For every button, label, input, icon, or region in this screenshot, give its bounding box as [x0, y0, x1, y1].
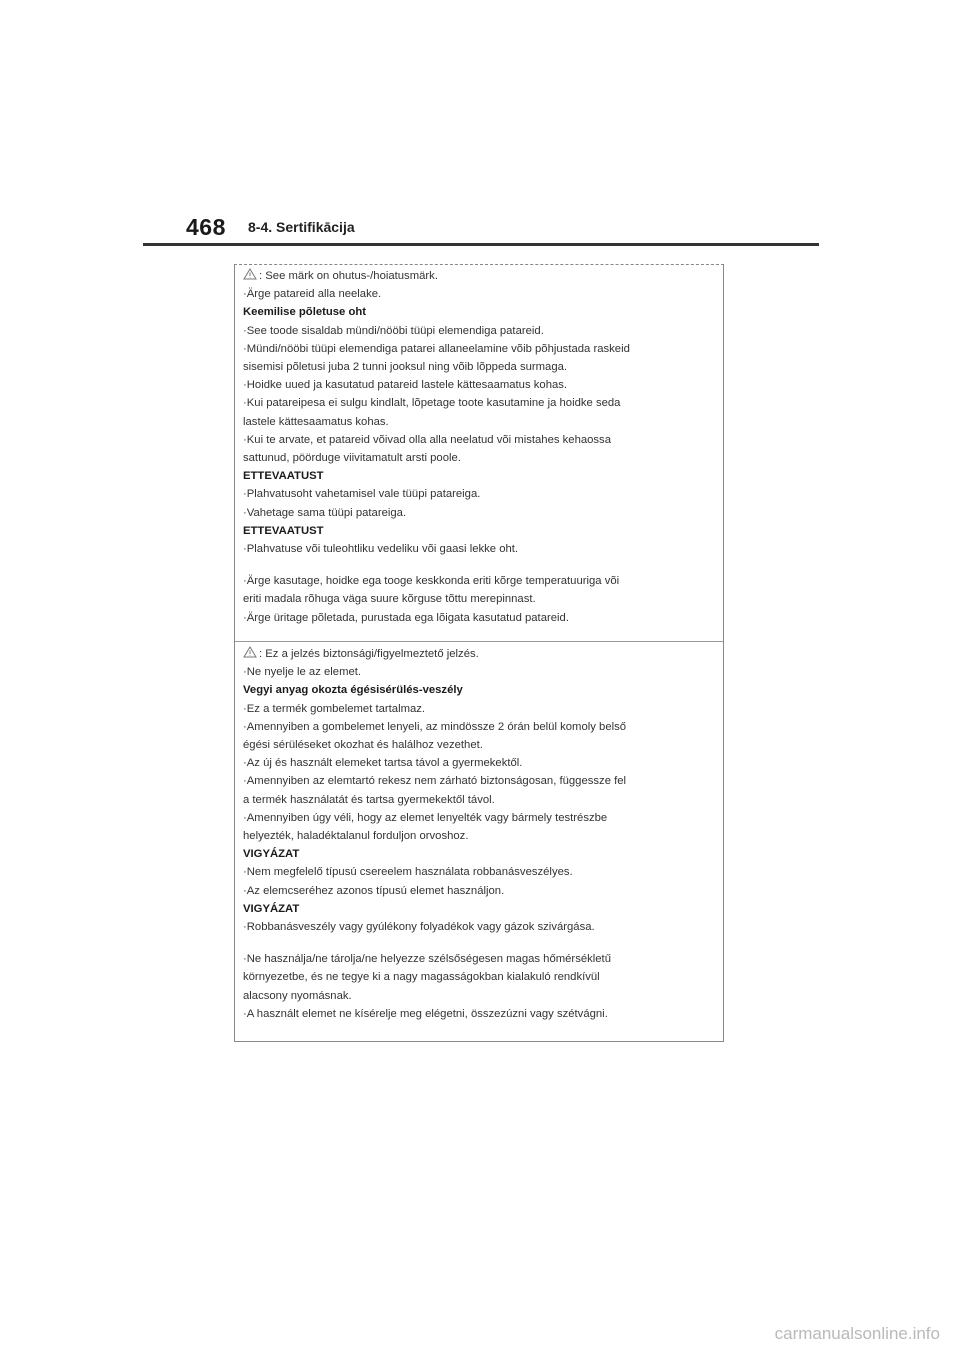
- line-text: VIGYÁZAT: [243, 902, 300, 915]
- warning-line: [243, 827, 717, 845]
- warning-line: [243, 736, 717, 754]
- line-text: ·Ärge üritage põletada, purustada ega lõigata kasutatud patareid.: [243, 611, 569, 624]
- line-text: ·Ärge patareid alla neelake.: [243, 288, 382, 301]
- warning-line: [243, 504, 717, 522]
- warning-line: [243, 358, 717, 376]
- warning-line: [243, 322, 717, 340]
- warning-line: [243, 267, 717, 285]
- page-number: 468: [186, 214, 226, 240]
- warning-line: [243, 700, 717, 718]
- warning-line: [243, 431, 717, 449]
- warning-line: [243, 590, 717, 608]
- warning-line: [243, 987, 717, 1005]
- line-text: ·Plahvatuse või tuleohtliku vedeliku või gaasi lekke oht.: [243, 543, 519, 556]
- warning-line: [243, 413, 717, 431]
- warning-heading: [243, 900, 717, 918]
- warning-heading: [243, 522, 717, 540]
- line-text: a termék használatát és tartsa gyermekektől távol.: [243, 793, 495, 806]
- line-text: eriti madala rõhuga väga suure kõrguse tõttu merepinnast.: [243, 593, 536, 606]
- warning-triangle-icon: [243, 268, 257, 280]
- line-text: Vegyi anyag okozta égésisérülés-veszély: [243, 684, 463, 697]
- line-text: ·Amennyiben úgy véli, hogy az elemet lenyelték vagy bármely testrészbe: [243, 811, 608, 824]
- line-text: helyezték, haladéktalanul forduljon orvoshoz.: [243, 830, 469, 843]
- line-text: alacsony nyomásnak.: [243, 989, 352, 1002]
- line-text: égési sérüléseket okozhat és halálhoz vezethet.: [243, 739, 483, 752]
- warning-line: [243, 609, 717, 627]
- line-text: lastele kättesaamatus kohas.: [243, 415, 389, 428]
- warning-line: [243, 376, 717, 394]
- warning-line: [243, 809, 717, 827]
- paragraph-gap: [243, 558, 717, 572]
- line-text: ·Ne használja/ne tárolja/ne helyezze szélsőségesen magas hőmérsékletű: [243, 953, 611, 966]
- warning-heading: [243, 467, 717, 485]
- page-header: [0, 0, 960, 250]
- line-text: : Ez a jelzés biztonsági/figyelmeztető jelzés.: [259, 648, 479, 660]
- paragraph-gap: [243, 936, 717, 950]
- warning-line: [243, 285, 717, 303]
- line-text: ·Ez a termék gombelemet tartalmaz.: [243, 702, 426, 715]
- warning-line: [243, 950, 717, 968]
- line-text: ·Amennyiben az elemtartó rekesz nem zárható biztonságosan, függessze fel: [243, 775, 627, 788]
- line-text: ·Kui te arvate, et patareid võivad olla alla neelatud või mistahes kehaossa: [243, 433, 611, 446]
- line-text: ·Ne nyelje le az elemet.: [243, 666, 362, 679]
- hungarian-warning-panel: [243, 645, 717, 1023]
- header-rule: [143, 243, 819, 246]
- warning-line: [243, 718, 717, 736]
- warning-line: [243, 645, 717, 663]
- line-text: sattunud, pöörduge viivitamatult arsti poole.: [243, 452, 461, 465]
- line-text: ·Az új és használt elemeket tartsa távol a gyermekektől.: [243, 757, 523, 770]
- warning-heading: [243, 845, 717, 863]
- battery-warning-label: [234, 264, 724, 1042]
- line-text: ·Hoidke uued ja kasutatud patareid lastele kättesaamatus kohas.: [243, 379, 568, 392]
- warning-line: [243, 968, 717, 986]
- warning-line: [243, 918, 717, 936]
- warning-line: [243, 540, 717, 558]
- warning-line: [243, 882, 717, 900]
- section-title: 8-4. Sertifikācija: [248, 219, 355, 235]
- line-text: ·Mündi/nööbi tüüpi elemendiga patarei allaneelamine võib põhjustada raskeid: [243, 342, 630, 355]
- warning-line: [243, 485, 717, 503]
- warning-line: [243, 340, 717, 358]
- line-text: környezetbe, és ne tegye ki a nagy magasságokban kialakuló rendkívül: [243, 971, 600, 984]
- line-text: ETTEVAATUST: [243, 524, 324, 537]
- warning-line: [243, 772, 717, 790]
- warning-line: [243, 663, 717, 681]
- warning-line: [243, 791, 717, 809]
- line-text: ·Kui patareipesa ei sulgu kindlalt, lõpetage toote kasutamine ja hoidke seda: [243, 397, 621, 410]
- line-text: ·Vahetage sama tüüpi patareiga.: [243, 506, 407, 519]
- warning-line: [243, 449, 717, 467]
- line-text: ·See toode sisaldab mündi/nööbi tüüpi elemendiga patareid.: [243, 324, 544, 337]
- line-text: ETTEVAATUST: [243, 470, 324, 483]
- estonian-warning-panel: [243, 267, 717, 627]
- warning-line: [243, 754, 717, 772]
- warning-triangle-icon: [243, 646, 257, 658]
- warning-line: [243, 572, 717, 590]
- footer-watermark: carmanualsonline.info: [774, 1324, 940, 1343]
- warning-line: [243, 1005, 717, 1023]
- line-text: ·Amennyiben a gombelemet lenyeli, az mindössze 2 órán belül komoly belső: [243, 720, 627, 733]
- warning-heading: [243, 303, 717, 321]
- line-text: Keemilise põletuse oht: [243, 306, 367, 319]
- line-text: ·Az elemcseréhez azonos típusú elemet használjon.: [243, 884, 505, 897]
- line-text: : See märk on ohutus-/hoiatusmärk.: [259, 270, 438, 282]
- warning-line: [243, 394, 717, 412]
- line-text: ·Ärge kasutage, hoidke ega tooge keskkonda eriti kõrge temperatuuriga või: [243, 575, 620, 588]
- language-divider: [235, 641, 723, 642]
- warning-heading: [243, 681, 717, 699]
- warning-line: [243, 863, 717, 881]
- line-text: VIGYÁZAT: [243, 848, 300, 861]
- line-text: sisemisi põletusi juba 2 tunni jooksul ning võib lõppeda surmaga.: [243, 361, 568, 374]
- line-text: ·Plahvatusoht vahetamisel vale tüüpi patareiga.: [243, 488, 481, 501]
- line-text: ·Nem megfelelő típusú csereelem használata robbanásveszélyes.: [243, 866, 573, 879]
- line-text: ·A használt elemet ne kísérelje meg elégetni, összezúzni vagy szétvágni.: [243, 1007, 608, 1020]
- line-text: ·Robbanásveszély vagy gyúlékony folyadékok vagy gázok szivárgása.: [243, 921, 595, 934]
